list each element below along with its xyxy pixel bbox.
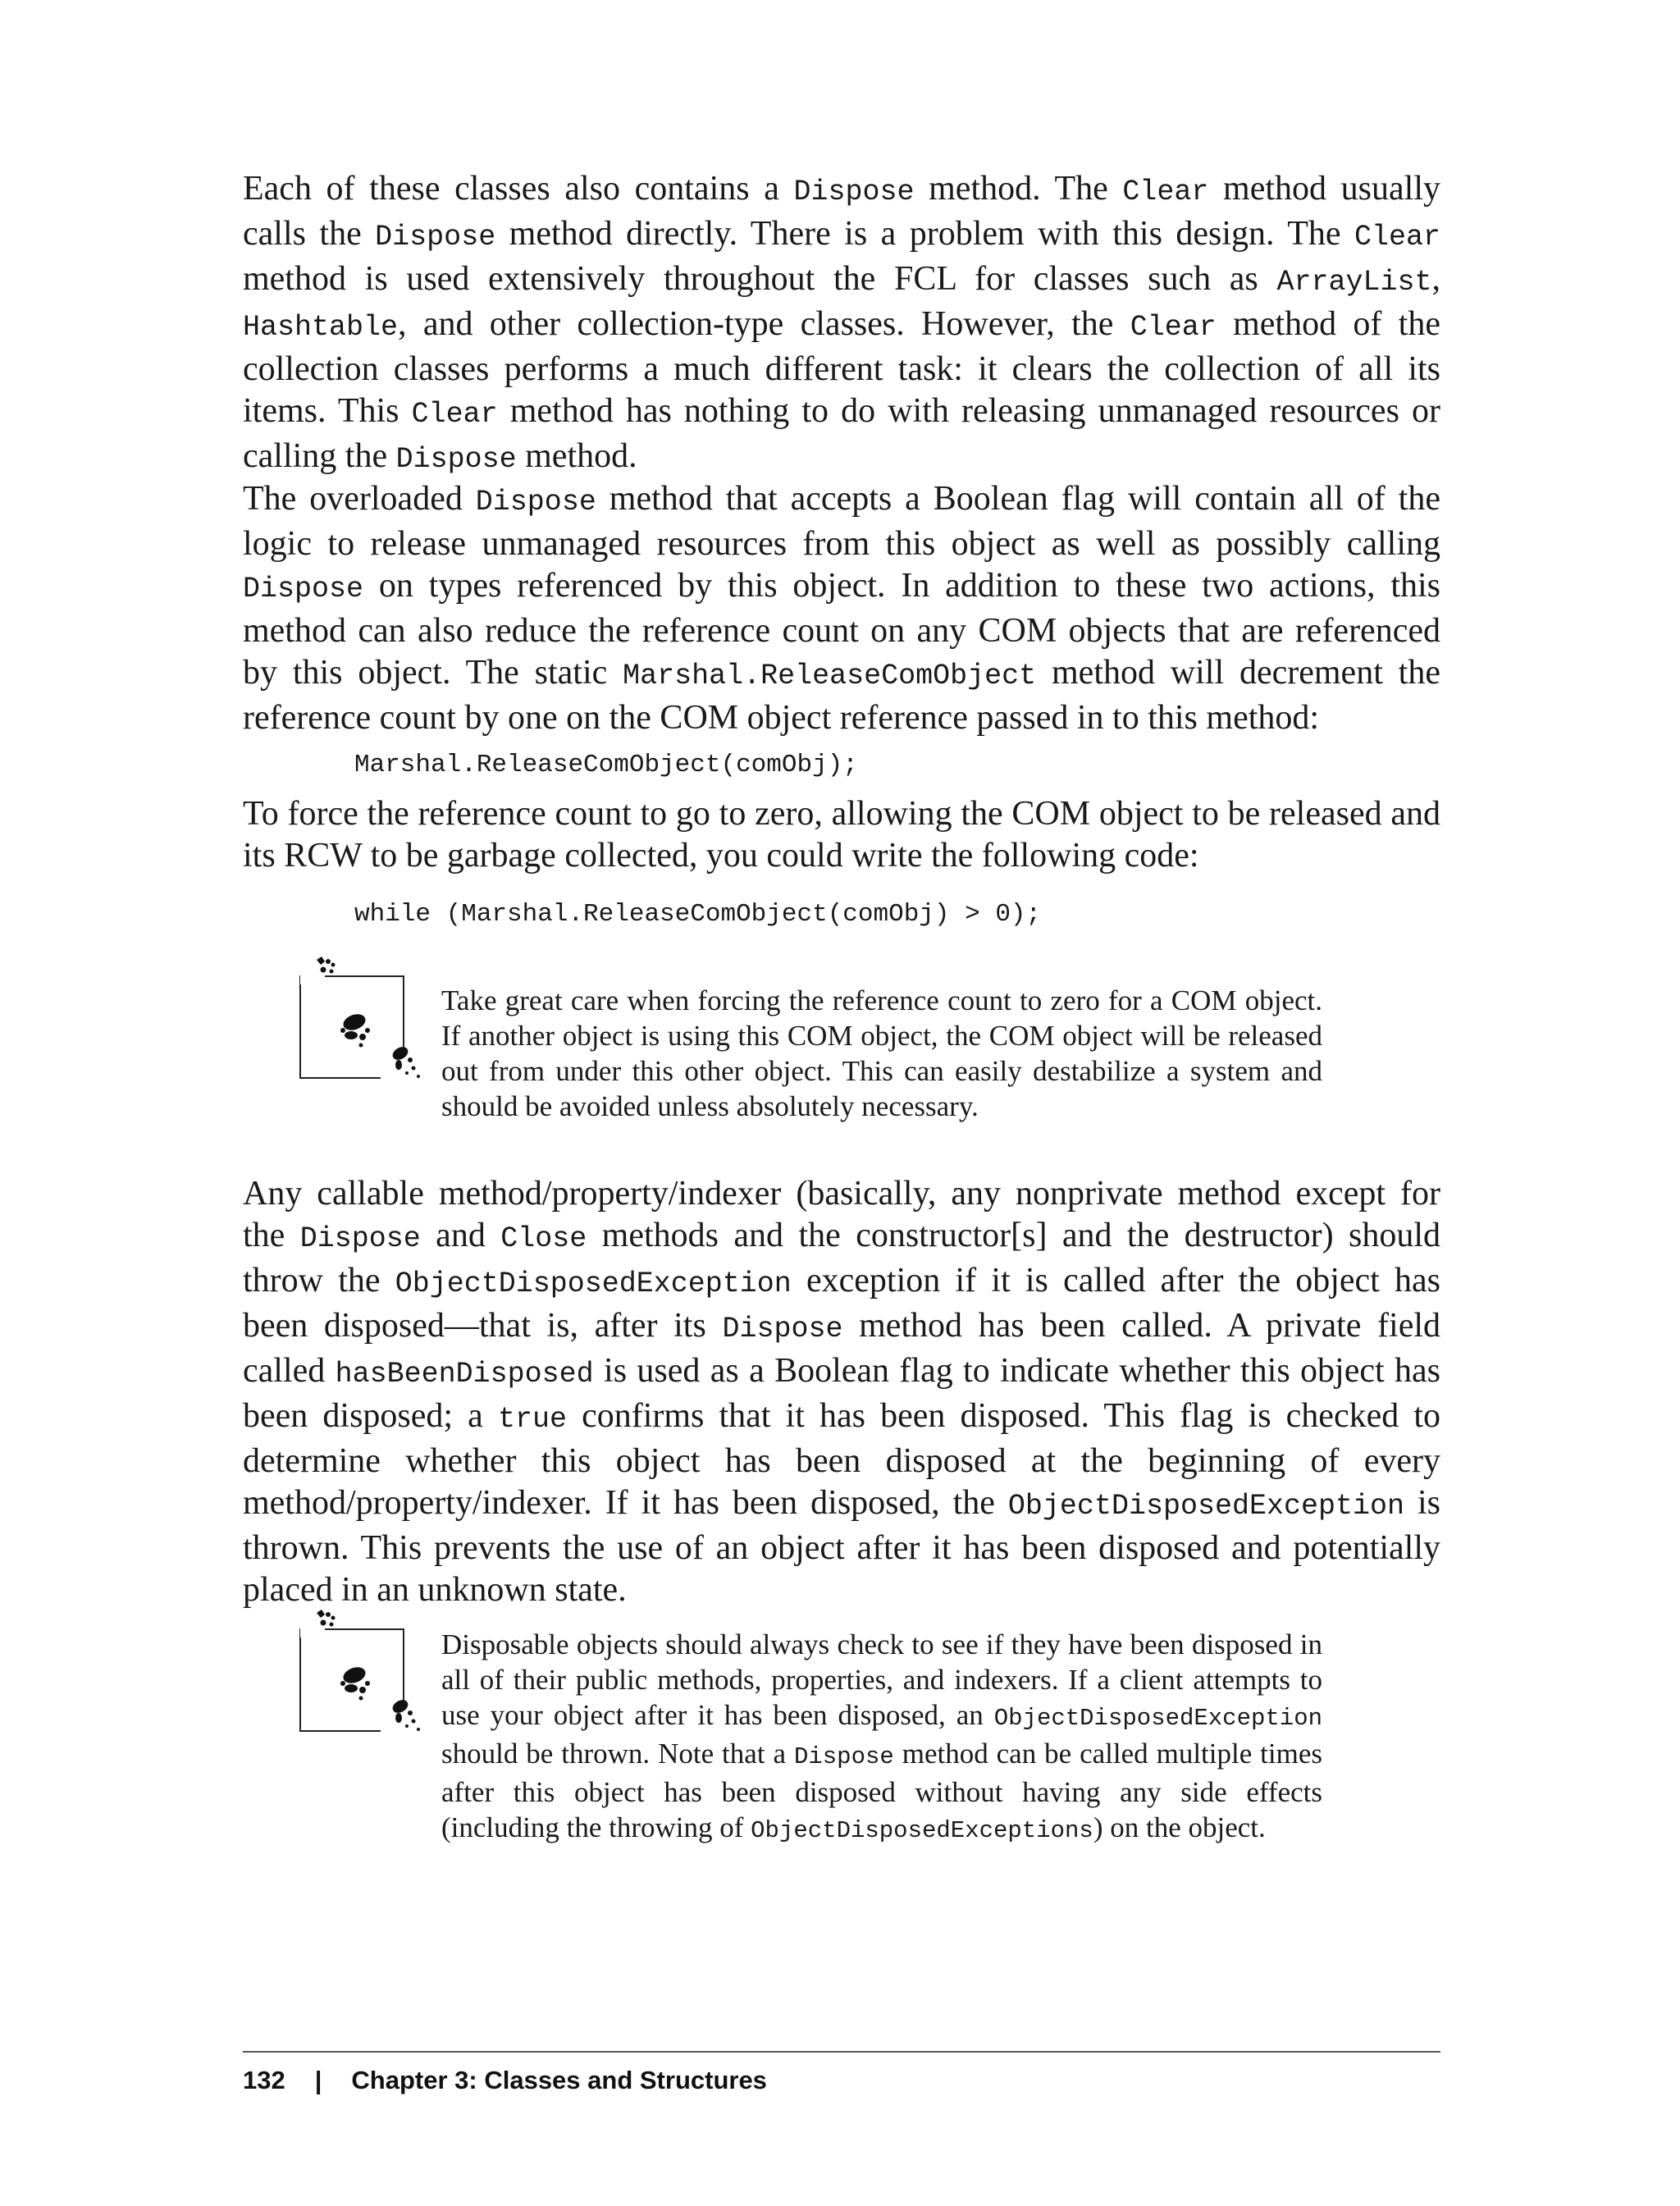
inline-code: Clear [1354, 221, 1440, 253]
page-footer [243, 2064, 767, 2097]
inline-code: Hashtable [243, 311, 399, 344]
paragraph-force-reference-count: To force the reference count to go to zero, allowing the COM object to be released and its RCW to be garbage collected, you could write the following code: [243, 795, 1440, 875]
inline-code: Dispose [793, 176, 915, 208]
inline-code: Clear [411, 398, 498, 431]
inline-code: Dispose [243, 573, 364, 605]
inline-code: Clear [1122, 176, 1209, 208]
page-number: 132 [243, 2066, 285, 2094]
note-disposable-objects-check: Disposable objects should always check to see if they have been disposed in all of their public methods, properties, and indexers. If a client attempts to use your object after it has been disposed, an ObjectDisposedException should be thrown. Note that a Dispose method can be called multiple times after this object has been disposed without having any side effects (including the throwing of ObjectDisposedExceptions) on the object. [441, 1628, 1323, 1844]
tip-footprints-icon-2 [299, 1606, 438, 1738]
inline-code: ObjectDisposedException [1007, 1490, 1405, 1523]
inline-code: ObjectDisposedException [395, 1267, 792, 1300]
chapter-title: Chapter 3: Classes and Structures [351, 2066, 767, 2094]
inline-code: Close [500, 1222, 587, 1255]
inline-code: ObjectDisposedExceptions [751, 1817, 1093, 1844]
footer-rule [243, 2051, 1440, 2053]
inline-code: Marshal.ReleaseComObject [623, 660, 1037, 692]
code-while-release-loop: while (Marshal.ReleaseComObject(comObj) > 0); [354, 900, 1042, 929]
code-release-com-object: Marshal.ReleaseComObject(comObj); [354, 751, 858, 779]
inline-code: Clear [1130, 311, 1217, 344]
inline-code: Dispose [375, 221, 496, 253]
inline-code: Dispose [793, 1743, 894, 1770]
paragraph-overloaded-dispose: The overloaded Dispose method that accepts a Boolean flag will contain all of the logic to release unmanaged resources from this object as well as possibly calling Dispose on types referenced by this object. In addition to these two actions, this method can also reduce the reference count on any COM objects that are referenced by this object. The static Marshal.ReleaseComObject method will decrement the reference count by one on the COM object reference passed in to this method: [243, 480, 1440, 737]
inline-code: Dispose [722, 1313, 843, 1345]
footer-separator: | [314, 2066, 322, 2094]
tip-footprints-icon [299, 953, 438, 1085]
inline-code: hasBeenDisposed [335, 1358, 594, 1391]
inline-code: true [497, 1403, 567, 1436]
paragraph-clear-dispose: Each of these classes also contains a Dispose method. The Clear method usually calls the Dispose method directly. There is a problem with this design. The Clear method is used extensively throughout the FCL for classes such as ArrayList, Hashtable, and other collection-type classes. However, the Clear method of the collection classes performs a much different task: it clears the collection of all its items. This Clear method has nothing to do with releasing unmanaged resources or calling the Dispose method. [243, 170, 1441, 476]
paragraph-object-disposed-exception: Any callable method/property/indexer (basically, any nonprivate method except for the Dispose and Close methods and the constructor[s] and the destructor) should throw the ObjectDisposedException exception if it is called after the object has been disposed—that is, after its Dispose method has been called. A private field called hasBeenDisposed is used as a Boolean flag to indicate whether this object has been disposed; a true confirms that it has been disposed. This flag is checked to determine whether this object has been disposed at the beginning of every method/property/indexer. If it has been disposed, the ObjectDisposedException is thrown. This prevents the use of an object after it has been disposed and potentially placed in an unknown state. [243, 1175, 1441, 1609]
inline-code: ObjectDisposedException [993, 1705, 1322, 1732]
inline-code: ArrayList [1276, 266, 1432, 299]
inline-code: Dispose [299, 1222, 421, 1255]
inline-code: Dispose [475, 486, 596, 518]
note-reference-count-warning: Take great care when forcing the reference count to zero for a COM object. If another object is using this COM object, the COM object will be released out from under this other object. This can easily destabilize a system and should be avoided unless absolutely necessary. [441, 984, 1322, 1122]
inline-code: Dispose [395, 443, 517, 476]
